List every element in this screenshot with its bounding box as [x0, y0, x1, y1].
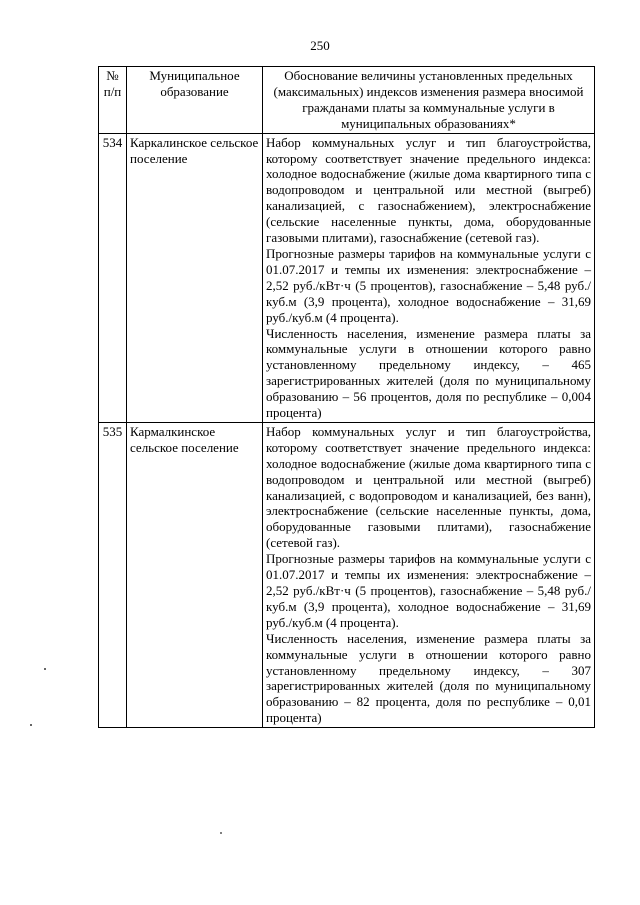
justification-paragraph: Численность населения, изменение размера платы за коммунальные услуги в отношении которого равно установленному предельному индексу, – 465 зарегистрированных жителей (доля по муниципальному образованию – 56 процентов, доля по республике – 0,004 процента) [266, 325, 591, 421]
justification-paragraph: Набор коммунальных услуг и тип благоустройства, которому соответствует значение предельного индекса: холодное водоснабжение (жилые дома квартирного типа с водопроводом и центральной или местной (выгреб) канализацией, с водопроводом и канализацией, без ванн), электроснабжение (сельские населенные пункты, дома, оборудованные газовыми плитами), газоснабжение (сетевой газ). [266, 423, 591, 551]
row-number: 535 [99, 422, 127, 727]
scan-mark [30, 724, 32, 726]
justification-paragraph: Численность населения, изменение размера платы за коммунальные услуги в отношении которого равно установленному предельному индексу, – 307 зарегистрированных жителей (доля по муниципальному образованию – 82 процента, доля по республике – 0,01 процента) [266, 630, 591, 726]
header-justification: Обоснование величины установленных предельных (максимальных) индексов изменения размера вносимой гражданами платы за коммунальные услуги в муниципальных образованиях* [263, 67, 595, 134]
justification-paragraph: Прогнозные размеры тарифов на коммунальные услуги с 01.07.2017 и темпы их изменения: электроснабжение – 2,52 руб./кВт·ч (5 процентов), газоснабжение – 5,48 руб./куб.м (3,9 процента), холодное водоснабжение – 31,69 руб./куб.м (4 процента). [266, 551, 591, 630]
header-num: № п/п [99, 67, 127, 134]
table-row [99, 133, 595, 422]
table-row [99, 422, 595, 727]
municipality-name: Каркалинское сельское поселение [127, 133, 263, 422]
justification-cell [263, 422, 595, 727]
page-number: 250 [310, 38, 330, 53]
justification-paragraph: Набор коммунальных услуг и тип благоустройства, которому соответствует значение предельного индекса: холодное водоснабжение (жилые дома квартирного типа с водопроводом и центральной или местной (выгреб) канализацией, с газоснабжением), электроснабжение (сельские населенные пункты, дома, оборудованные газовыми плитами), газоснабжение (сетевой газ). [266, 134, 591, 246]
justification-paragraph: Прогнозные размеры тарифов на коммунальные услуги с 01.07.2017 и темпы их изменения: электроснабжение – 2,52 руб./кВт·ч (5 процентов), газоснабжение – 5,48 руб./куб.м (3,9 процента), холодное водоснабжение – 31,69 руб./куб.м (4 процента). [266, 245, 591, 325]
municipality-name: Кармалкинское сельское поселение [127, 422, 263, 727]
header-municipality: Муниципальное образование [127, 67, 263, 134]
justification-cell [263, 133, 595, 422]
indices-table [98, 66, 595, 728]
scan-mark [44, 668, 46, 670]
table-header-row [99, 67, 595, 134]
scan-mark [220, 832, 222, 834]
row-number: 534 [99, 133, 127, 422]
